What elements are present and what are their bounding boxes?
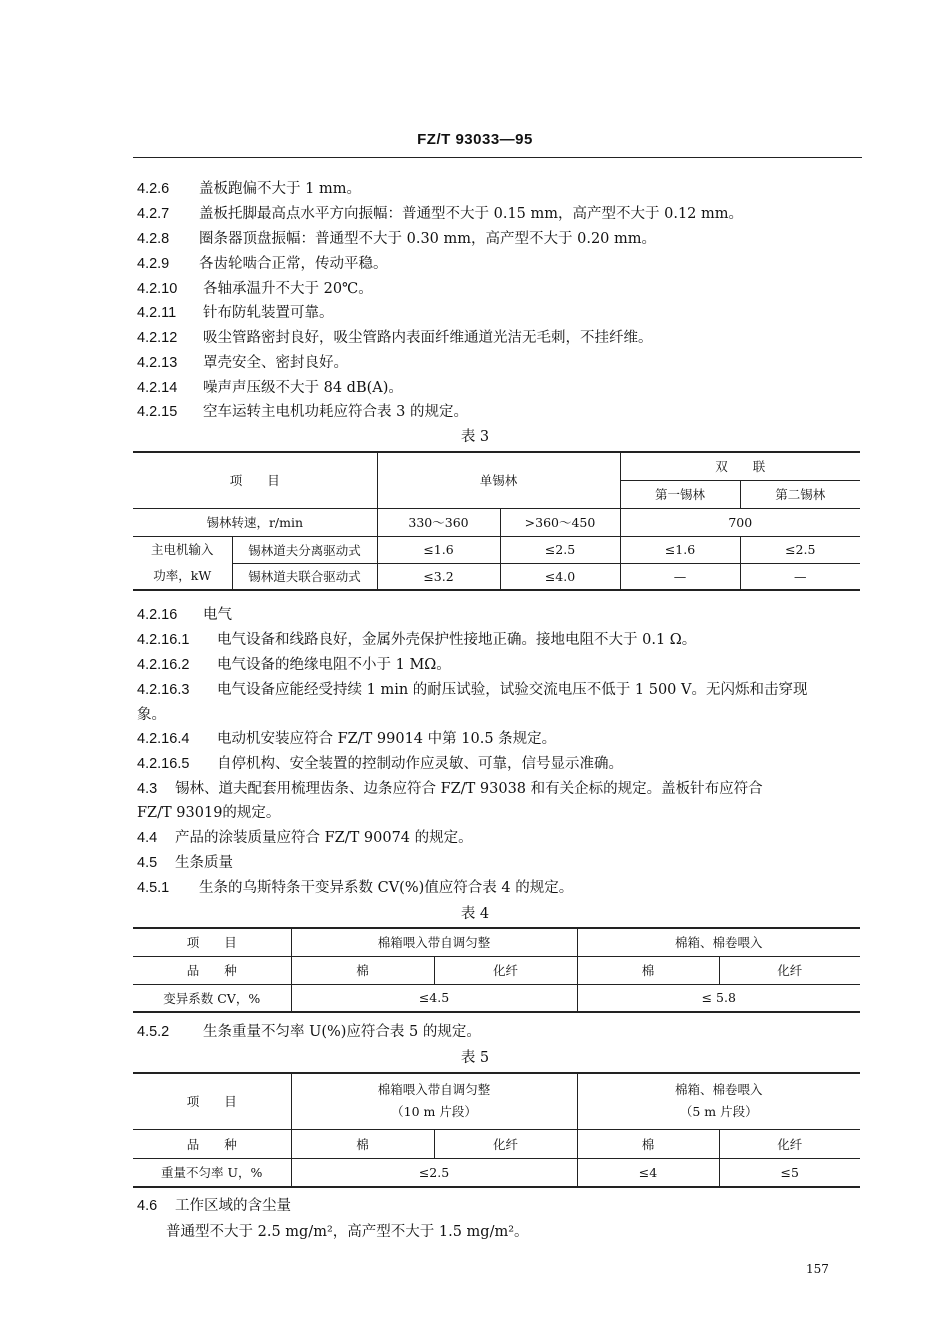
clause-line [137,177,361,198]
clause-number: 4.2.8 [137,231,170,247]
clause-text: 锡林、道夫配套用梳理齿条、边条应符合 FZ/T 93038 和有关企标的规定。盖板针布应符合 [175,781,763,797]
clause-number: 4.6 [137,1198,158,1214]
t3-cell: ≤4.0 [500,563,620,590]
t5-row-variety-label: 品 种 [133,1129,291,1158]
t3-row-power-label [133,536,232,590]
t4-row-variety-label: 品 种 [133,956,291,984]
table-4 [133,927,860,1013]
clause-line [137,653,451,674]
t5-row-u-label: 重量不匀率 U，% [133,1158,291,1187]
clause-line [137,252,388,273]
t3-cell: 700 [620,508,860,536]
t5-header-a [291,1073,577,1129]
clause-number: 4.5.2 [137,1024,170,1040]
t4-cell: 化纤 [719,956,860,984]
clause-text: 产品的涂装质量应符合 FZ/T 90074 的规定。 [175,830,473,846]
clause-number: 4.2.16.4 [137,731,190,747]
clause-text: 电气 [203,607,232,623]
t3-cell: 330～360 [377,508,500,536]
table-3 [133,451,860,591]
clause-text: 圈条器顶盘振幅：普通型不大于 0.30 mm，高产型不大于 0.20 mm。 [199,231,657,247]
clause-text: 各轴承温升不大于 20℃。 [203,281,373,297]
t3-header-second: 第二锡林 [740,480,860,508]
t5-header-a-line1: 棉箱喂入带自调匀整 [377,1082,491,1098]
t3-power-label-a: 主电机输入 [150,541,214,557]
t4-row-cv-label: 变异系数 CV，% [133,984,291,1012]
clause-line [137,227,656,248]
document-header: FZ/T 93033—95 [417,131,533,148]
clause-number: 4.2.11 [137,305,177,321]
clause-line [137,876,573,897]
t3-cell: — [620,563,740,590]
page-number: 157 [806,1262,829,1276]
t5-header-b-line1: 棉箱、棉卷喂入 [674,1082,763,1098]
t5-cell: 棉 [577,1129,719,1158]
clause-line [137,628,696,649]
clause-number: 4.3 [137,781,158,797]
clause-text: 电气设备和线路良好，金属外壳保护性接地正确。接地电阻不大于 0.1 Ω。 [217,632,697,648]
clause-text: 噪声声压级不大于 84 dB(A)。 [203,380,403,396]
clause-text: 工作区域的含尘量 [175,1198,291,1214]
header-rule [133,157,862,158]
clause-line [137,826,473,847]
clause-number: 4.2.13 [137,355,178,371]
clause-number: 4.2.6 [137,181,170,197]
clause-line [137,727,556,748]
clause-text: 电动机安装应符合 FZ/T 99014 中第 10.5 条规定。 [217,731,557,747]
t5-cell: ≤2.5 [291,1158,577,1187]
clause-4.5.2 [137,1020,481,1041]
clause-number: 4.2.16.1 [137,632,190,648]
t3-cell: ≤3.2 [377,563,500,590]
clause-line [137,777,763,798]
clause-line [137,703,166,724]
clause-line [137,603,232,624]
clause-number: 4.2.16 [137,607,178,623]
t4-header-b: 棉箱、棉卷喂入 [577,928,860,956]
clause-text: 盖板跑偏不大于 1 mm。 [199,181,361,197]
clause-number: 4.2.9 [137,256,170,272]
t3-power-label-b: 功率，kW [153,567,212,583]
clause-text: 盖板托脚最高点水平方向振幅：普通型不大于 0.15 mm，高产型不大于 0.12 mm。 [199,206,744,222]
clause-line [137,400,468,421]
clause-line [137,801,280,822]
clause-number: 4.2.12 [137,330,178,346]
table-5 [133,1072,860,1188]
t3-cell: ≤1.6 [620,536,740,563]
t5-header-b [577,1073,860,1129]
clause-line [137,851,233,872]
clause-text: 吸尘管路密封良好，吸尘管路内表面纤维通道光洁无毛刺，不挂纤维。 [203,330,653,346]
t3-header-double: 双 联 [620,452,860,480]
clause-text: 自停机构、安全装置的控制动作应灵敏、可靠，信号显示准确。 [217,756,623,772]
clause-number: 4.2.7 [137,206,170,222]
t5-cell: 化纤 [719,1129,860,1158]
clause-4.6-body: 普通型不大于 2.5 mg/m²，高产型不大于 1.5 mg/m²。 [166,1224,529,1240]
t5-cell: 化纤 [434,1129,577,1158]
t5-header-item: 项 目 [133,1073,291,1129]
clause-number: 4.2.16.2 [137,657,190,673]
t5-header-b-line2: （5 m 片段） [679,1104,758,1120]
clause-text: 生条重量不匀率 U(%)应符合表 5 的规定。 [203,1024,481,1040]
t4-cell: ≤4.5 [291,984,577,1012]
clause-text: FZ/T 93019的规定。 [137,805,281,821]
clause-text: 生条的乌斯特条干变异系数 CV(%)值应符合表 4 的规定。 [199,880,574,896]
clause-text: 空车运转主电机功耗应符合表 3 的规定。 [203,404,468,420]
clause-number: 4.5.1 [137,880,170,896]
clause-line [137,351,348,372]
t3-row-speed-label: 锡林转速，r/min [133,508,377,536]
t4-cell: 棉 [577,956,719,984]
clause-number: 4.2.16.5 [137,756,190,772]
t4-header-a: 棉箱喂入带自调匀整 [291,928,577,956]
clause-number: 4.2.16.3 [137,682,190,698]
t3-sub-label: 锡林道夫分离驱动式 [232,536,377,563]
clause-text: 针布防轧装置可靠。 [203,305,334,321]
t5-cell: ≤4 [577,1158,719,1187]
t3-header-first: 第一锡林 [620,480,740,508]
clause-line [137,301,334,322]
t4-cell: 化纤 [434,956,577,984]
clause-number: 4.5 [137,855,158,871]
clause-number: 4.4 [137,830,158,846]
t5-cell: 棉 [291,1129,434,1158]
t4-cell: 棉 [291,956,434,984]
clause-number: 4.2.15 [137,404,178,420]
clause-number: 4.2.14 [137,380,178,396]
clause-line [137,376,403,397]
t3-cell: ≤1.6 [377,536,500,563]
clause-line [137,277,373,298]
t3-cell: ≤2.5 [500,536,620,563]
t4-cell: ≤ 5.8 [577,984,860,1012]
clause-line [137,202,743,223]
table5-caption: 表 5 [460,1050,490,1066]
t3-header-single: 单锡林 [377,452,620,508]
clause-text: 电气设备应能经受持续 1 min 的耐压试验，试验交流电压不低于 1 500 V。无闪烁和击穿现 [217,682,808,698]
t3-header-item: 项 目 [133,452,377,508]
t3-cell: >360～450 [500,508,620,536]
t3-cell: ≤2.5 [740,536,860,563]
clause-number: 4.2.10 [137,281,178,297]
clause-text: 电气设备的绝缘电阻不小于 1 MΩ。 [217,657,451,673]
table4-caption: 表 4 [460,906,490,922]
clause-line [137,326,653,347]
t5-header-a-line2: （10 m 片段） [391,1104,477,1120]
clause-4.6 [137,1194,291,1215]
clause-line [137,752,623,773]
t3-cell: — [740,563,860,590]
table3-caption: 表 3 [460,429,490,445]
clause-text: 象。 [137,707,166,723]
t5-cell: ≤5 [719,1158,860,1187]
clause-text: 各齿轮啮合正常，传动平稳。 [199,256,388,272]
clause-line [137,678,807,699]
t3-sub-label: 锡林道夫联合驱动式 [232,563,377,590]
clause-text: 生条质量 [175,855,233,871]
clause-text: 罩壳安全、密封良好。 [203,355,348,371]
t4-header-item: 项 目 [133,928,291,956]
